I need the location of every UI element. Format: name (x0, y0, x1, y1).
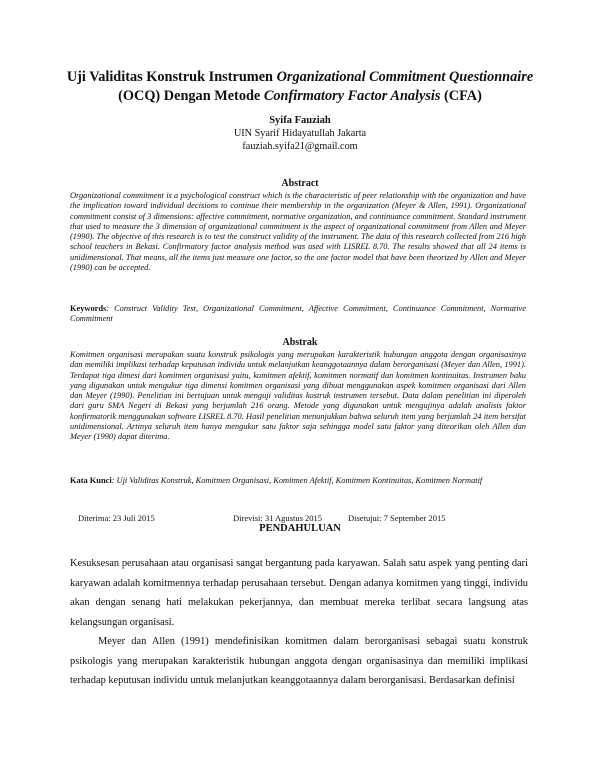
section-heading: PENDAHULUAN (259, 523, 341, 534)
abstrak-heading: Abstrak (282, 337, 318, 348)
body-paragraph-2: Meyer dan Allen (1991) mendefinisikan komitmen dalam berorganisasi sebagai suatu konstruk psikologis yang merupakan karakteristik hubungan anggota dengan organisasinya dan memiliki implikasi terhadap keputusan individu untuk melanjutkan keanggotaannya dalam berorganisasi. Berdasarkan definisi (70, 636, 528, 686)
title-part-3: (OCQ) Dengan Metode (118, 88, 264, 104)
abstract-text: Organizational commitment is a psychological construct which is the characteristic of peer relationship with the organization and have the implication toward individual decisions to continue their membership in the organization (Meyer & Allen, 1991). Organizational commitment consist of 3 dimensions: affective commitment, normative organization, and continuance commitment. Standard instrument that used to measure the 3 dimension of organizational commitment is the aspect of organizational commitment from Allen and Meyer (1990). The objective of this research is to test the construct validity of the instrument. The data of this research collected from 216 high school teachers in Bekasi. Confirmatory factor analysis method was used with LISREL 8.70. The results showed that all 24 items is unidimensional. That means, all the items just measure one factor, so the one factor model that have been theorized by Allen and Meyer (1990) can be accepted. (70, 191, 526, 273)
abstract-keywords (70, 304, 526, 325)
title-part-2: Organizational Commitment Questionnaire (276, 69, 534, 85)
keywords-label: Keywords (70, 304, 107, 313)
title-part-5: (CFA) (440, 88, 482, 104)
abstrak-text: Komitmen organisasi merupakan suatu konstruk psikologis yang merupakan karakteristik hubungan anggota dengan organisasinya dan memiliki implikasi terhadap keputusan individu untuk melanjutkan keanggotaannya dalam berorganisasi (Meyer dan Allen, 1991). Terdapat tiga dimesi dari komitmen organisasi yaitu, komitmen afektif, komitmen normatif dan komitmen kontinuitas. Instrumen baku yang digunakan untuk mengukur tiga dimensi komitmen organisasi yang dibuat menggunakan aspek komitmen organisasi dari Allen dan Meyer (1990). Penelitian ini bertujuan untuk menguji validitas kostruk instrumen tersebut. Data dalam penelitian ini diperoleh dari guru SMA Negeri di Bekasi yang berjumlah 216 orang. Metode yang digunakan untuk mengujinya adalah analisis faktor konfirmatorik menggunakan software LISREL 8.70. Hasil penelitian menunjukkan bahwa seluruh item yang berjumlah 24 item bersifat unidimensional. Artinya seluruh item hanya mengukur satu faktor saja sehingga model satu faktor yang diteorikan oleh Allen dan Meyer (1990) dapat diterima. (70, 350, 526, 442)
kata-kunci-label: Kata Kunci (70, 476, 112, 485)
body-paragraph-1: Kesuksesan perusahaan atau organisasi sangat bergantung pada karyawan. Salah satu aspek yang penting dari karyawan adalah komitmennya terhadap perusahaan tersebut. Dengan adanya komitmen yang tinggi, individu akan dengan senang hati melakukan pekerjannya, dan membuat mereka terlibat secara langsung atas kelangsungan organisasi. (70, 558, 528, 628)
title-part-1: Uji Validitas Konstruk Instrumen (66, 69, 277, 85)
title-part-4: Confirmatory Factor Analysis (263, 88, 441, 104)
author-email: fauziah.syifa21@gmail.com (242, 141, 358, 152)
keywords-text: : Construct Validity Test, Organizational Commitment, Affective Commitment, Continuance Commitment, Normative Commitment (70, 304, 526, 324)
author-affiliation: UIN Syarif Hidayatullah Jakarta (233, 128, 367, 139)
paper-title (60, 68, 540, 106)
kata-kunci-text: : Uji Validitas Konstruk, Komitmen Organisasi, Komitmen Afektif, Komitmen Kontinuitas, Komitmen Normatif (111, 476, 483, 485)
abstract-heading: Abstract (281, 178, 319, 189)
date-revised: Direvisi: 31 Agustus 2015 (233, 513, 323, 523)
date-received: Diterima: 23 Juli 2015 (78, 513, 155, 523)
abstrak-keywords (70, 476, 526, 486)
date-approved: Disetujui: 7 September 2015 (348, 513, 446, 523)
author-name: Syifa Fauziah (269, 115, 331, 126)
